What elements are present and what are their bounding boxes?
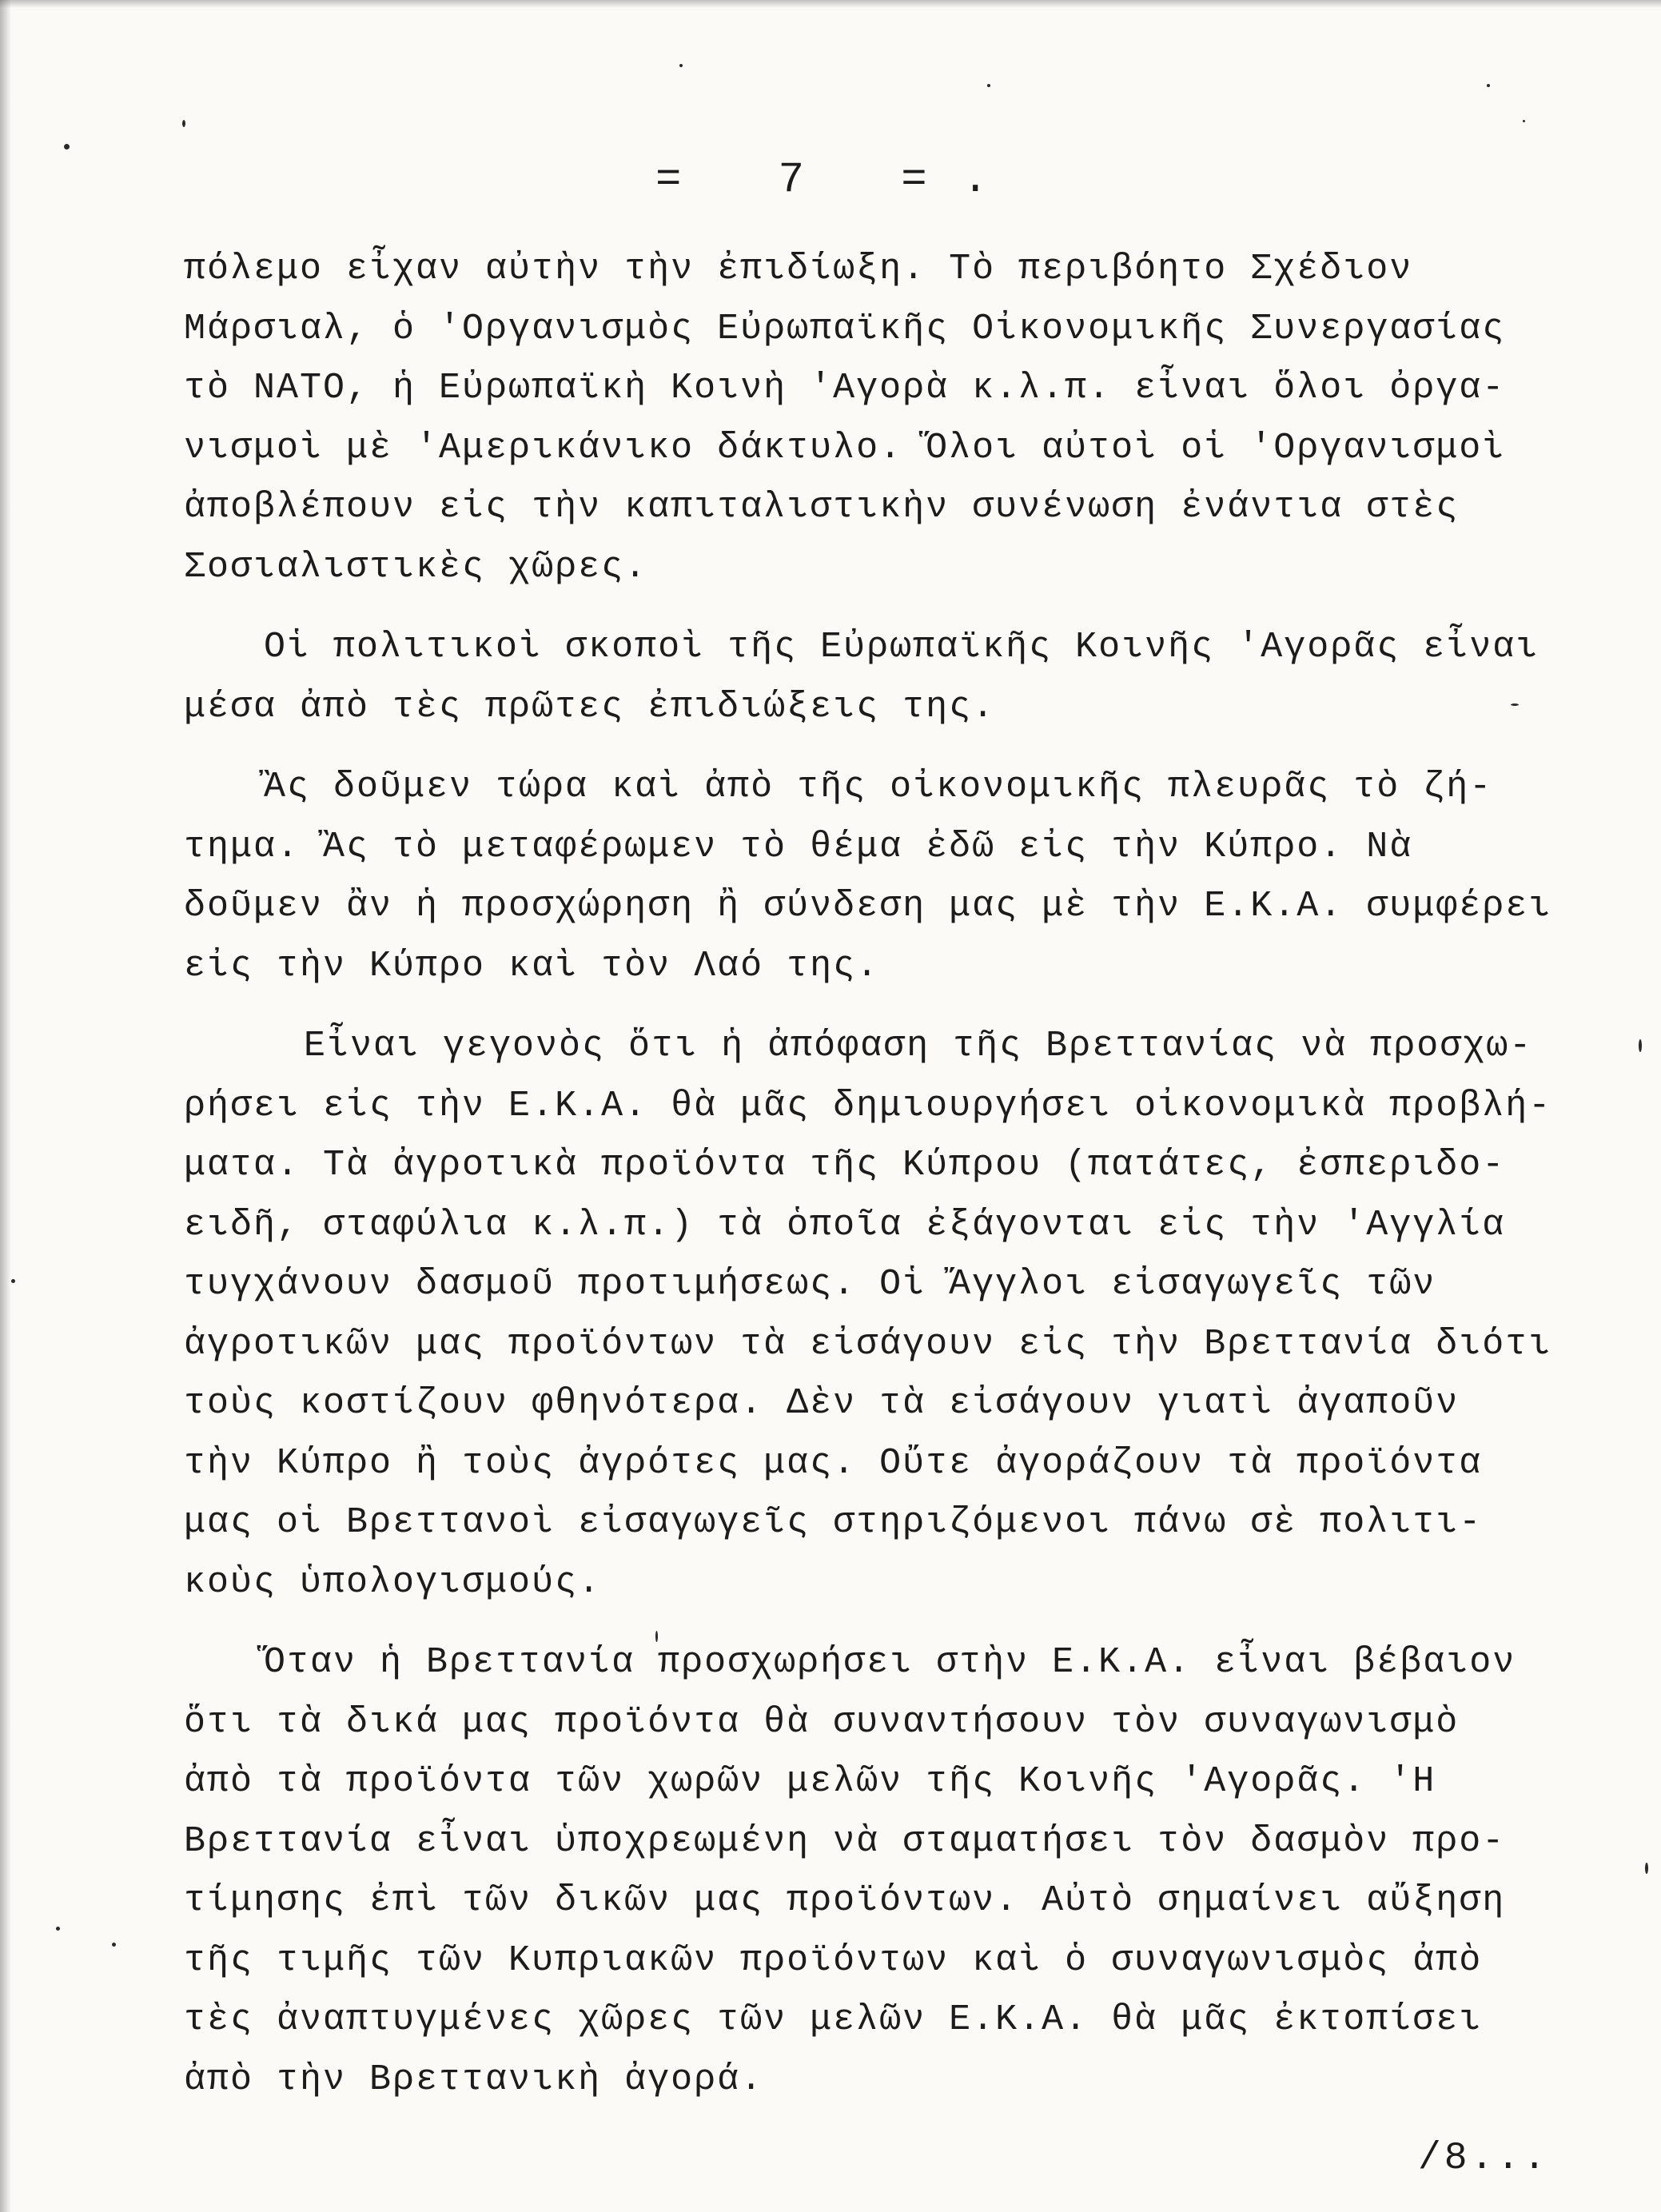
paragraph-3 <box>184 758 1607 996</box>
continuation-marker: /8... <box>1417 2137 1549 2180</box>
page-number: = 7 = . <box>655 156 994 205</box>
text-line: πόλεμο εἶχαν αὐτὴν τὴν ἐπιδίωξη. Τὸ περιβόητο Σχέδιον <box>184 249 1413 289</box>
paragraph-5 <box>184 1633 1607 2110</box>
scan-speck <box>56 1927 60 1931</box>
paragraph-2 <box>184 618 1607 737</box>
text-line: μας οἱ Βρεττανοὶ εἰσαγωγεῖς στηριζόμενοι πάνω σὲ πολιτι- <box>184 1502 1483 1543</box>
text-line: ρήσει εἰς τὴν Ε.Κ.Α. θὰ μᾶς δημιουργήσει οἰκονομικὰ προβλή- <box>184 1085 1552 1126</box>
text-line: δοῦμεν ἂν ἡ προσχώρηση ἢ σύνδεση μας μὲ τὴν Ε.Κ.Α. συμφέρει <box>184 886 1552 927</box>
text-line: τὸ ΝΑΤΟ, ἡ Εὐρωπαϊκὴ Κοινὴ 'Αγορὰ κ.λ.π. εἶναι ὅλοι ὀργα- <box>184 368 1506 409</box>
text-line: τὲς ἀναπτυγμένες χῶρες τῶν μελῶν Ε.Κ.Α. θὰ μᾶς ἐκτοπίσει <box>184 1999 1483 2040</box>
text-line: ἀπὸ τὴν Βρεττανικὴ ἀγορά. <box>184 2059 764 2100</box>
scan-speck <box>1487 84 1490 87</box>
scan-speck <box>1639 1039 1642 1052</box>
text-line: τίμησης ἐπὶ τῶν δικῶν μας προϊόντων. Αὐτὸ σημαίνει αὔξηση <box>184 1880 1506 1921</box>
text-line: τῆς τιμῆς τῶν Κυπριακῶν προϊόντων καὶ ὁ συναγωνισμὸς ἀπὸ <box>184 1939 1483 1981</box>
scan-speck <box>11 1279 15 1283</box>
text-line: τυγχάνουν δασμοῦ προτιμήσεως. Οἱ Ἄγγλοι εἰσαγωγεῖς τῶν <box>184 1264 1436 1305</box>
text-line: τὴν Κύπρο ἢ τοὺς ἀγρότες μας. Οὔτε ἀγοράζουν τὰ προϊόντα <box>184 1442 1483 1484</box>
text-line: τημα. Ἂς τὸ μεταφέρωμεν τὸ θέμα ἐδῶ εἰς τὴν Κύπρο. Νὰ <box>184 826 1413 867</box>
scan-speck <box>987 84 990 87</box>
text-line: Εἶναι γεγονὸς ὅτι ἡ ἀπόφαση τῆς Βρεττανίας νὰ προσχω- <box>304 1026 1533 1066</box>
text-line: ειδῆ, σταφύλια κ.λ.π.) τὰ ὁποῖα ἐξάγονται εἰς τὴν 'Αγγλία <box>184 1204 1506 1245</box>
text-line: Βρεττανία εἶναι ὑποχρεωμένη νὰ σταματήσει τὸν δασμὸν προ- <box>184 1820 1506 1862</box>
paragraph-1 <box>184 240 1607 597</box>
text-line: μέσα ἀπὸ τὲς πρῶτες ἐπιδιώξεις της. <box>184 686 996 727</box>
text-line: εἰς τὴν Κύπρο καὶ τὸν Λαό της. <box>184 945 880 986</box>
text-line: νισμοὶ μὲ 'Αμερικάνικο δάκτυλο. Ὅλοι αὐτοὶ οἱ 'Οργανισμοὶ <box>184 427 1506 468</box>
scan-speck <box>182 120 185 127</box>
text-line: ἀγροτικῶν μας προϊόντων τὰ εἰσάγουν εἰς τὴν Βρεττανία διότι <box>184 1323 1552 1365</box>
scan-edge-left <box>0 0 11 2212</box>
text-line: Οἱ πολιτικοὶ σκοποὶ τῆς Εὐρωπαϊκῆς Κοινῆς 'Αγορᾶς εἶναι <box>264 627 1540 668</box>
paragraph-4 <box>184 1017 1607 1612</box>
text-line: ματα. Τὰ ἀγροτικὰ προϊόντα τῆς Κύπρου (πατάτες, ἐσπεριδο- <box>184 1145 1506 1186</box>
text-line: ἀπὸ τὰ προϊόντα τῶν χωρῶν μελῶν τῆς Κοινῆς 'Αγορᾶς. 'Η <box>184 1761 1436 1802</box>
text-line: Ὅταν ἡ Βρεττανία προσχωρήσει στὴν Ε.Κ.Α. εἶναι βέβαιον <box>264 1642 1516 1683</box>
text-line: κοὺς ὑπολογισμούς. <box>184 1561 602 1603</box>
scan-speck <box>1645 1863 1648 1874</box>
text-line: Ἂς δοῦμεν τώρα καὶ ἀπὸ τῆς οἰκονομικῆς πλευρᾶς τὸ ζή- <box>264 767 1493 807</box>
scan-speck <box>64 144 70 149</box>
text-line: Μάρσιαλ, ὁ 'Οργανισμὸς Εὐρωπαϊκῆς Οἰκονομικῆς Συνεργασίας <box>184 308 1506 349</box>
document-body <box>184 240 1607 2110</box>
scan-edge-top <box>0 0 1661 8</box>
text-line: ἀποβλέπουν εἰς τὴν καπιταλιστικὴν συνένωση ἐνάντια στὲς <box>184 487 1460 528</box>
text-line: ὅτι τὰ δικά μας προϊόντα θὰ συναντήσουν τὸν συναγωνισμὸ <box>184 1701 1460 1743</box>
scan-speck <box>1523 120 1525 122</box>
scan-speck <box>112 1943 116 1947</box>
text-line: Σοσιαλιστικὲς χῶρες. <box>184 546 648 588</box>
scan-speck <box>679 64 683 67</box>
text-line: τοὺς κοστίζουν φθηνότερα. Δὲν τὰ εἰσάγουν γιατὶ ἀγαποῦν <box>184 1383 1460 1424</box>
